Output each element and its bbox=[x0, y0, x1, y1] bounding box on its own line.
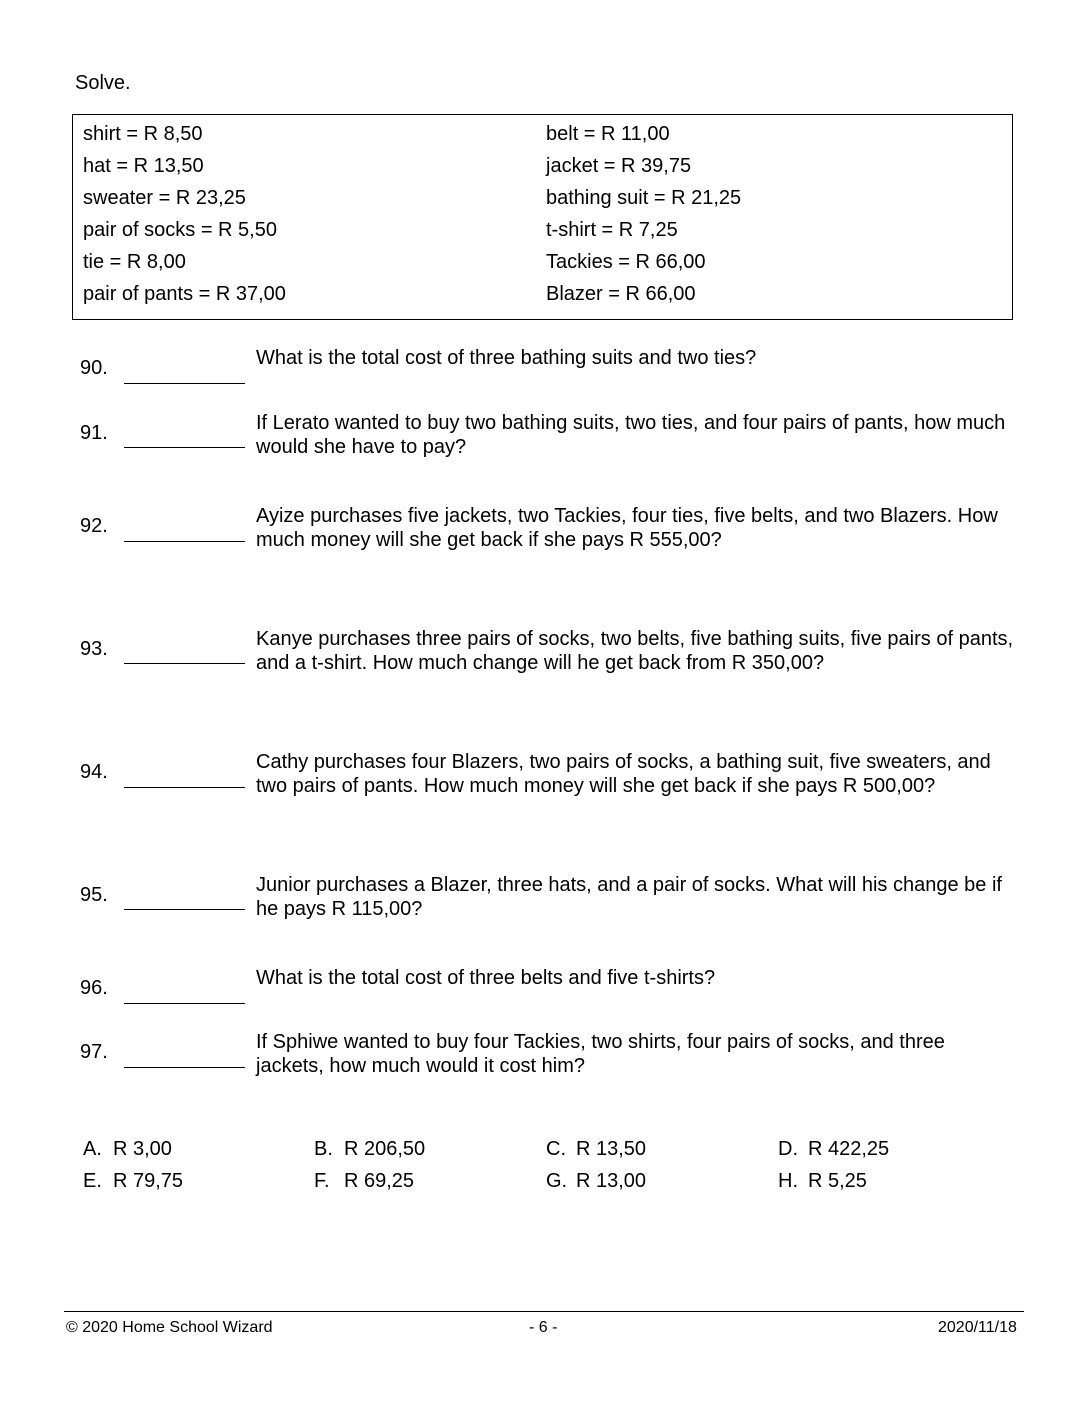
answer-option-e bbox=[83, 1170, 183, 1193]
answer-value: R 69,25 bbox=[344, 1170, 415, 1192]
price-item: shirt = R 8,50 bbox=[83, 123, 203, 145]
answer-letter: C. bbox=[546, 1138, 566, 1160]
price-item: Blazer = R 66,00 bbox=[546, 283, 696, 305]
answer-blank[interactable] bbox=[124, 909, 245, 910]
answer-blank[interactable] bbox=[124, 541, 245, 542]
answer-value: R 206,50 bbox=[344, 1138, 426, 1160]
price-item: t-shirt = R 7,25 bbox=[546, 219, 678, 241]
footer-date: 2020/11/18 bbox=[938, 1319, 1017, 1336]
question-number: 94. bbox=[80, 761, 108, 783]
price-item: jacket = R 39,75 bbox=[546, 155, 692, 177]
answer-option-d bbox=[778, 1138, 889, 1161]
question-number: 95. bbox=[80, 884, 108, 906]
price-item: bathing suit = R 21,25 bbox=[546, 187, 742, 209]
answer-blank[interactable] bbox=[124, 383, 245, 384]
answer-letter: G. bbox=[546, 1170, 568, 1192]
price-item: Tackies = R 66,00 bbox=[546, 251, 706, 273]
question-number: 92. bbox=[80, 515, 108, 537]
answer-value: R 13,00 bbox=[576, 1170, 647, 1192]
answer-value: R 79,75 bbox=[113, 1170, 184, 1192]
price-item: hat = R 13,50 bbox=[83, 155, 204, 177]
price-list-box bbox=[72, 114, 1013, 320]
question-number: 96. bbox=[80, 977, 108, 999]
footer-page-number: - 6 - bbox=[529, 1319, 558, 1336]
answer-letter: A. bbox=[83, 1138, 102, 1160]
answer-blank[interactable] bbox=[124, 1067, 245, 1068]
price-item: pair of pants = R 37,00 bbox=[83, 283, 286, 305]
price-item: tie = R 8,00 bbox=[83, 251, 186, 273]
price-list-left-column bbox=[83, 121, 286, 313]
answer-option-f bbox=[314, 1170, 414, 1193]
price-item: belt = R 11,00 bbox=[546, 123, 670, 145]
answer-letter: F. bbox=[314, 1170, 330, 1192]
answer-letter: H. bbox=[778, 1170, 798, 1192]
question-text: What is the total cost of three bathing suits and two ties? bbox=[256, 347, 757, 369]
answer-letter: E. bbox=[83, 1170, 102, 1192]
price-list-right-column bbox=[546, 121, 741, 313]
question-text: Junior purchases a Blazer, three hats, and a pair of socks. What will his change be if he pays R 115,00? bbox=[256, 874, 1002, 920]
answer-blank[interactable] bbox=[124, 1003, 245, 1004]
question-number: 93. bbox=[80, 638, 108, 660]
instruction: Solve. bbox=[75, 72, 131, 94]
answer-letter: D. bbox=[778, 1138, 798, 1160]
answer-value: R 3,00 bbox=[113, 1138, 172, 1160]
question-text: Kanye purchases three pairs of socks, two belts, five bathing suits, five pairs of pants, and a t-shirt. How much change will he get back from R 350,00? bbox=[256, 628, 1014, 674]
footer-copyright: © 2020 Home School Wizard bbox=[66, 1319, 273, 1336]
answer-value: R 422,25 bbox=[808, 1138, 890, 1160]
question-text: If Sphiwe wanted to buy four Tackies, two shirts, four pairs of socks, and three jackets, how much would it cost him? bbox=[256, 1031, 945, 1077]
question-number: 91. bbox=[80, 422, 108, 444]
answer-blank[interactable] bbox=[124, 447, 245, 448]
question-text: Ayize purchases five jackets, two Tackies, four ties, five belts, and two Blazers. How much money will she get back if she pays R 555,00? bbox=[256, 505, 998, 551]
footer-divider bbox=[64, 1311, 1024, 1312]
question-text: Cathy purchases four Blazers, two pairs of socks, a bathing suit, five sweaters, and two pairs of pants. How much money will she get back if she pays R 500,00? bbox=[256, 751, 991, 797]
question-text: What is the total cost of three belts and five t-shirts? bbox=[256, 967, 716, 989]
price-item: pair of socks = R 5,50 bbox=[83, 219, 277, 241]
question-text: If Lerato wanted to buy two bathing suits, two ties, and four pairs of pants, how much would she have to pay? bbox=[256, 412, 1006, 458]
answer-letter: B. bbox=[314, 1138, 333, 1160]
answer-option-g bbox=[546, 1170, 646, 1193]
answer-value: R 5,25 bbox=[808, 1170, 867, 1192]
question-number: 97. bbox=[80, 1041, 108, 1063]
answer-option-h bbox=[778, 1170, 867, 1193]
answer-option-a bbox=[83, 1138, 172, 1161]
answer-blank[interactable] bbox=[124, 663, 245, 664]
answer-blank[interactable] bbox=[124, 787, 245, 788]
answer-value: R 13,50 bbox=[576, 1138, 647, 1160]
answer-option-c bbox=[546, 1138, 646, 1161]
answer-option-b bbox=[314, 1138, 425, 1161]
price-item: sweater = R 23,25 bbox=[83, 187, 246, 209]
question-number: 90. bbox=[80, 357, 108, 379]
